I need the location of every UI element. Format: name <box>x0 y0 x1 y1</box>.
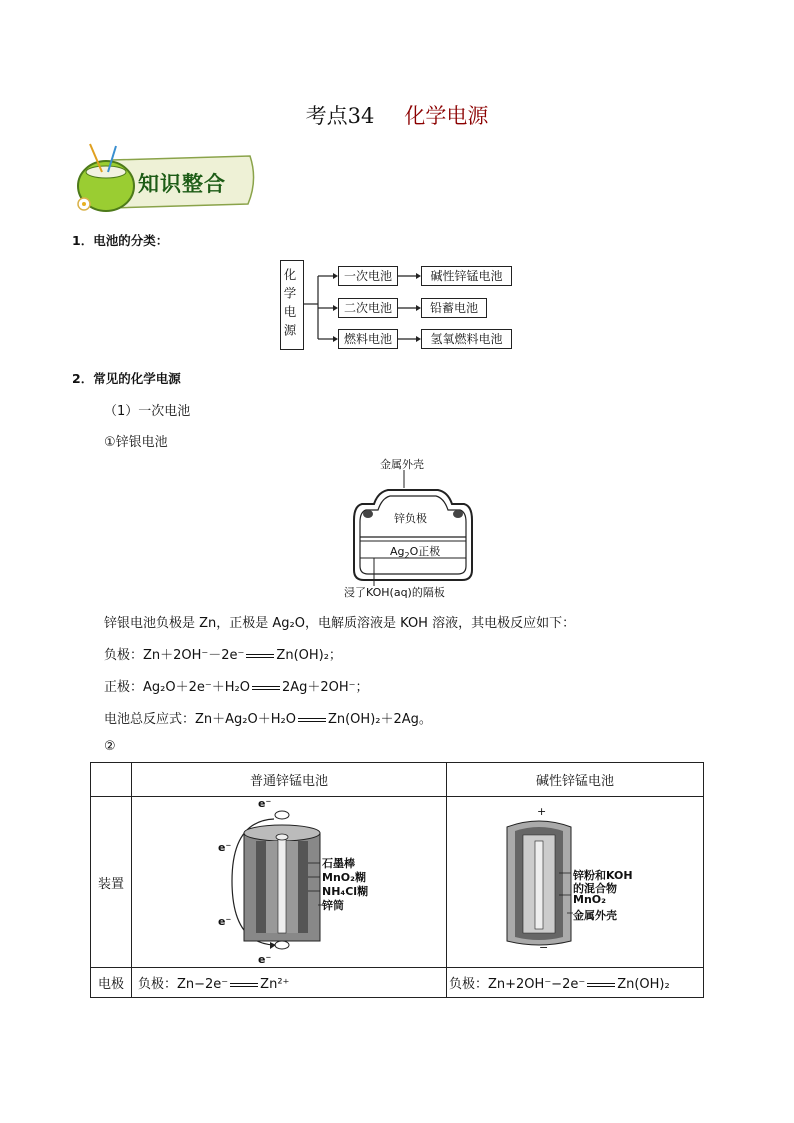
label-zinc-koh: 锌粉和KOH <box>573 869 633 882</box>
label-mno2: MnO₂ <box>573 893 606 906</box>
electron-left-top: e⁻ <box>218 841 232 854</box>
zinc-silver-item: ①锌银电池 <box>104 435 168 450</box>
label-nh4cl-paste: NH₄Cl糊 <box>322 885 369 898</box>
ordinary-battery-figure-cell <box>132 797 447 968</box>
header-ordinary-zn-mn: 普通锌锰电池 <box>132 763 447 797</box>
minus-sign: − <box>539 941 549 954</box>
row-label-electrode: 电极 <box>91 968 132 998</box>
row-label-device: 装置 <box>91 797 132 968</box>
label-zinc-can: 锌筒 <box>322 899 344 912</box>
section2-heading: 2．常见的化学电源 <box>72 371 181 386</box>
section1-heading: 1．电池的分类： <box>72 233 169 248</box>
label-mno2-paste: MnO₂糊 <box>322 871 366 884</box>
electron-top: e⁻ <box>258 797 272 810</box>
label-metal-shell-2: 金属外壳 <box>573 909 617 922</box>
banner-text: 知识整合 <box>138 171 226 196</box>
label-graphite-rod: 石墨棒 <box>322 857 355 870</box>
label-separator: 浸了KOH(aq)的隔板 <box>344 586 445 599</box>
primary-battery-subheading: （1）一次电池 <box>104 404 191 419</box>
example-lead-acid: 铅蓄电池 <box>421 298 487 318</box>
zinc-silver-battery-drawing <box>344 454 484 600</box>
battery-classification-diagram <box>278 258 518 354</box>
zinc-manganese-table <box>90 762 704 998</box>
plus-sign: + <box>537 805 547 818</box>
type-fuel-cell: 燃料电池 <box>338 329 398 349</box>
ordinary-zn-mn-battery-drawing <box>132 797 446 967</box>
root-chemical-power-source: 化学电源 <box>280 260 304 350</box>
positive-equation: 正极：Ag₂O＋2e⁻＋H₂O 2Ag＋2OH⁻； <box>104 680 369 695</box>
knowledge-banner <box>72 142 258 214</box>
zinc-silver-battery-figure <box>344 454 484 600</box>
example-hydrogen-oxygen: 氢氧燃料电池 <box>421 329 512 349</box>
page-title <box>0 100 794 130</box>
example-alkaline-zn-mn: 碱性锌锰电池 <box>421 266 512 286</box>
header-alkaline-zn-mn: 碱性锌锰电池 <box>447 763 704 797</box>
zinc-manganese-item: ② <box>104 739 116 754</box>
table-corner-cell <box>91 763 132 797</box>
title-topic: 化学电源 <box>404 104 489 128</box>
ordinary-negative-electrode: 负极：Zn−2e⁻ Zn²⁺ <box>132 968 447 998</box>
negative-equation: 负极：Zn＋2OH⁻－2e⁻ Zn(OH)₂； <box>104 648 342 663</box>
type-secondary-battery: 二次电池 <box>338 298 398 318</box>
type-primary-battery: 一次电池 <box>338 266 398 286</box>
electron-left-bottom: e⁻ <box>218 915 232 928</box>
zinc-silver-description: 锌银电池负极是 Zn，正极是 Ag₂O，电解质溶液是 KOH 溶液，其电极反应如下： <box>104 616 576 631</box>
alkaline-negative-electrode: 负极：Zn+2OH⁻−2e⁻ Zn(OH)₂ <box>447 968 704 998</box>
alkaline-battery-figure-cell <box>447 797 704 968</box>
total-equation: 电池总反应式：Zn＋Ag₂O＋H₂O Zn(OH)₂＋2Ag。 <box>104 712 432 727</box>
label-zinc-negative: 锌负极 <box>394 512 427 525</box>
label-ag2o-positive: $Ag_2O$正极 <box>390 545 441 561</box>
label-mixture: 的混合物 <box>573 882 617 895</box>
label-metal-shell: 金属外壳 <box>380 458 424 471</box>
title-number: 考点34 <box>305 104 375 128</box>
electron-bottom: e⁻ <box>258 953 272 966</box>
